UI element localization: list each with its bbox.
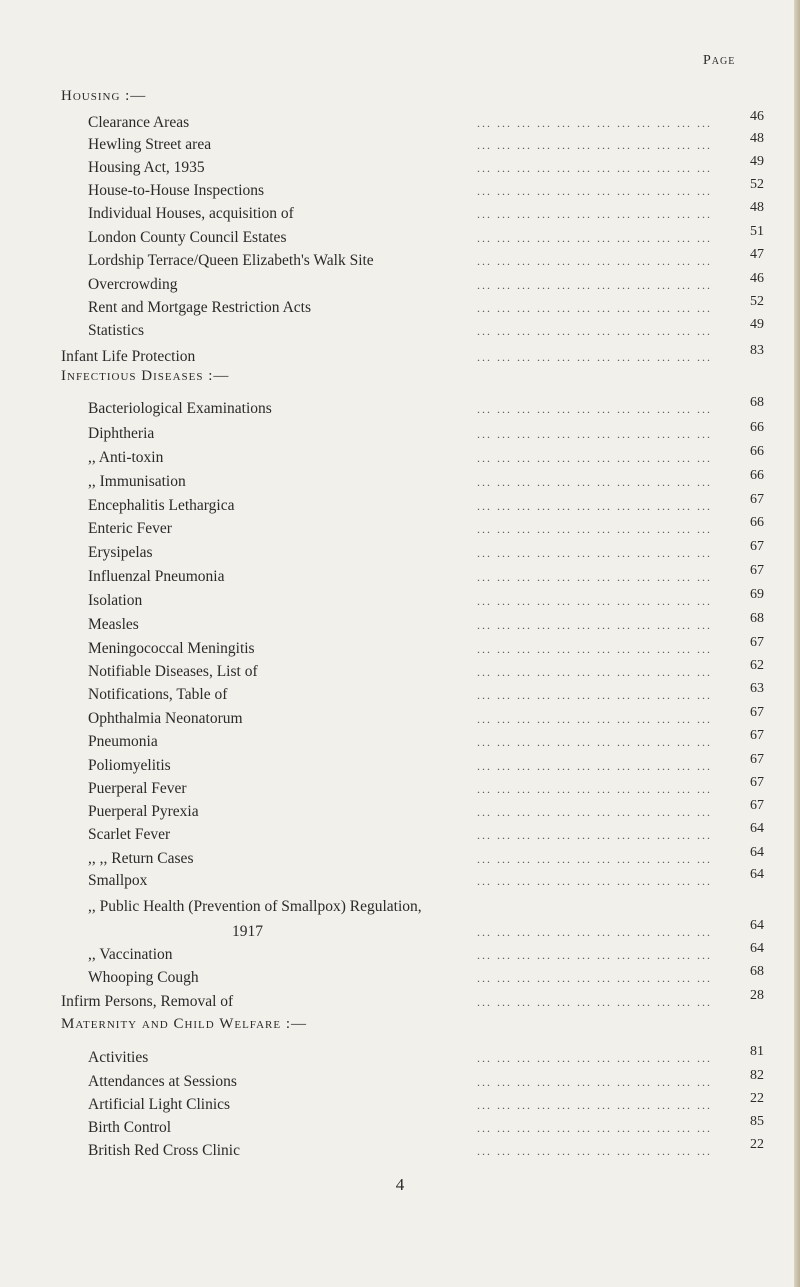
entry-page-number: 52 [750, 177, 764, 192]
page-edge [794, 0, 800, 1287]
entry-label: Puerperal Fever [88, 780, 187, 797]
index-entry [0, 941, 800, 966]
entry-label: Activities [88, 1049, 149, 1066]
leader-dots: ... ... ... ... ... ... ... ... ... ... ... ... [477, 138, 712, 152]
leader-dots: ... ... ... ... ... ... ... ... ... ... ... ... [477, 451, 712, 465]
leader-dots: ... ... ... ... ... ... ... ... ... ... ... ... [477, 546, 712, 560]
index-entry [0, 247, 800, 272]
index-entry [0, 109, 800, 134]
leader-dots: ... ... ... ... ... ... ... ... ... ... ... ... [477, 1075, 712, 1089]
leader-dots: ... ... ... ... ... ... ... ... ... ... ... ... [477, 594, 712, 608]
entry-label: Measles [88, 616, 139, 633]
entry-page-number: 67 [750, 705, 764, 720]
index-entry [0, 515, 800, 540]
leader-dots: ... ... ... ... ... ... ... ... ... ... ... ... [477, 618, 712, 632]
leader-dots: ... ... ... ... ... ... ... ... ... ... ... ... [477, 402, 712, 416]
entry-label: Encephalitis Lethargica [88, 497, 235, 514]
entry-label: ,, Public Health (Prevention of Smallpox) Regulation, [88, 898, 422, 915]
leader-dots: ... ... ... ... ... ... ... ... ... ... ... ... [477, 184, 712, 198]
index-entry [0, 1137, 800, 1162]
index-entry [0, 1044, 800, 1069]
leader-dots: ... ... ... ... ... ... ... ... ... ... ... ... [477, 350, 712, 364]
section-heading: Housing :— [61, 88, 147, 104]
entry-page-number: 64 [750, 918, 764, 933]
section-heading: Maternity and Child Welfare :— [61, 1016, 308, 1032]
leader-dots: ... ... ... ... ... ... ... ... ... ... ... ... [477, 805, 712, 819]
entry-label: Housing Act, 1935 [88, 159, 205, 176]
leader-dots: ... ... ... ... ... ... ... ... ... ... ... ... [477, 570, 712, 584]
entry-page-number: 85 [750, 1114, 764, 1129]
section-heading: Infectious Diseases :— [61, 368, 230, 384]
entry-page-number: 63 [750, 681, 764, 696]
index-entry [0, 728, 800, 753]
entry-page-number: 66 [750, 444, 764, 459]
entry-label: ,, Anti-toxin [88, 449, 164, 466]
index-entry [0, 775, 800, 800]
leader-dots: ... ... ... ... ... ... ... ... ... ... ... ... [477, 874, 712, 888]
entry-page-number: 48 [750, 200, 764, 215]
entry-label: ,, Immunisation [88, 473, 186, 490]
page-column-header: Page [703, 53, 736, 68]
entry-label: 1917 [232, 923, 263, 940]
entry-label: Whooping Cough [88, 969, 199, 986]
entry-page-number: 28 [750, 988, 764, 1003]
index-entry [0, 896, 800, 918]
entry-page-number: 51 [750, 224, 764, 239]
entry-label: Hewling Street area [88, 136, 212, 153]
entry-label: Clearance Areas [88, 114, 190, 131]
entry-label: Individual Houses, acquisition of [88, 205, 294, 222]
leader-dots: ... ... ... ... ... ... ... ... ... ... ... ... [477, 207, 712, 221]
index-entry [0, 964, 800, 989]
entry-page-number: 46 [750, 109, 764, 124]
leader-dots: ... ... ... ... ... ... ... ... ... ... ... ... [477, 161, 712, 175]
index-entry [0, 681, 800, 706]
entry-label: London County Council Estates [88, 229, 287, 246]
entry-label: Statistics [88, 322, 144, 339]
leader-dots: ... ... ... ... ... ... ... ... ... ... ... ... [477, 116, 712, 130]
leader-dots: ... ... ... ... ... ... ... ... ... ... ... ... [477, 948, 712, 962]
index-entry [0, 611, 800, 636]
entry-page-number: 82 [750, 1068, 764, 1083]
entry-label: Infant Life Protection [61, 348, 196, 365]
index-entry [0, 492, 800, 517]
entry-page-number: 68 [750, 964, 764, 979]
entry-label: Bacteriological Examinations [88, 400, 272, 417]
index-entry [0, 752, 800, 777]
leader-dots: ... ... ... ... ... ... ... ... ... ... ... ... [477, 665, 712, 679]
leader-dots: ... ... ... ... ... ... ... ... ... ... ... ... [477, 852, 712, 866]
index-entry [0, 224, 800, 249]
index-entry [0, 131, 800, 156]
entry-label: Smallpox [88, 872, 148, 889]
leader-dots: ... ... ... ... ... ... ... ... ... ... ... ... [477, 499, 712, 513]
leader-dots: ... ... ... ... ... ... ... ... ... ... ... ... [477, 759, 712, 773]
entry-label: Notifiable Diseases, List of [88, 663, 258, 680]
entry-page-number: 64 [750, 941, 764, 956]
entry-page-number: 69 [750, 587, 764, 602]
leader-dots: ... ... ... ... ... ... ... ... ... ... ... ... [477, 522, 712, 536]
entry-page-number: 22 [750, 1137, 764, 1152]
entry-label: Birth Control [88, 1119, 172, 1136]
entry-page-number: 62 [750, 658, 764, 673]
index-entry [0, 539, 800, 564]
entry-label: ,, ,, Return Cases [88, 850, 194, 867]
entry-page-number: 66 [750, 468, 764, 483]
leader-dots: ... ... ... ... ... ... ... ... ... ... ... ... [477, 782, 712, 796]
index-entry [0, 177, 800, 202]
leader-dots: ... ... ... ... ... ... ... ... ... ... ... ... [477, 642, 712, 656]
entry-label: House-to-House Inspections [88, 182, 265, 199]
leader-dots: ... ... ... ... ... ... ... ... ... ... ... ... [477, 712, 712, 726]
entry-page-number: 67 [750, 728, 764, 743]
leader-dots: ... ... ... ... ... ... ... ... ... ... ... ... [477, 427, 712, 441]
entry-page-number: 67 [750, 635, 764, 650]
index-entry [0, 563, 800, 588]
index-entry [0, 1068, 800, 1093]
entry-page-number: 81 [750, 1044, 764, 1059]
entry-page-number: 67 [750, 539, 764, 554]
entry-page-number: 68 [750, 395, 764, 410]
index-entry [0, 988, 800, 1013]
index-entry [0, 845, 800, 870]
leader-dots: ... ... ... ... ... ... ... ... ... ... ... ... [477, 971, 712, 985]
entry-page-number: 83 [750, 343, 764, 358]
entry-label: Lordship Terrace/Queen Elizabeth's Walk Site [88, 252, 374, 269]
entry-page-number: 67 [750, 775, 764, 790]
entry-page-number: 49 [750, 154, 764, 169]
entry-label: British Red Cross Clinic [88, 1142, 240, 1159]
entry-label: Erysipelas [88, 544, 153, 561]
leader-dots: ... ... ... ... ... ... ... ... ... ... ... ... [477, 254, 712, 268]
index-entry [0, 587, 800, 612]
entry-label: Notifications, Table of [88, 686, 228, 703]
index-entry [0, 1114, 800, 1139]
index-entry [0, 821, 800, 846]
entry-page-number: 64 [750, 821, 764, 836]
entry-label: ,, Vaccination [88, 946, 173, 963]
leader-dots: ... ... ... ... ... ... ... ... ... ... ... ... [477, 925, 712, 939]
index-entry [0, 658, 800, 683]
entry-page-number: 67 [750, 798, 764, 813]
entry-page-number: 64 [750, 867, 764, 882]
entry-label: Isolation [88, 592, 143, 609]
entry-page-number: 66 [750, 515, 764, 530]
leader-dots: ... ... ... ... ... ... ... ... ... ... ... ... [477, 1144, 712, 1158]
leader-dots: ... ... ... ... ... ... ... ... ... ... ... ... [477, 1051, 712, 1065]
index-entry [0, 271, 800, 296]
leader-dots: ... ... ... ... ... ... ... ... ... ... ... ... [477, 1098, 712, 1112]
index-entry [0, 918, 800, 943]
entry-label: Ophthalmia Neonatorum [88, 710, 243, 727]
leader-dots: ... ... ... ... ... ... ... ... ... ... ... ... [477, 735, 712, 749]
entry-page-number: 64 [750, 845, 764, 860]
entry-label: Overcrowding [88, 276, 178, 293]
entry-label: Infirm Persons, Removal of [61, 993, 234, 1010]
leader-dots: ... ... ... ... ... ... ... ... ... ... ... ... [477, 828, 712, 842]
index-entry [0, 444, 800, 469]
index-entry [0, 468, 800, 493]
index-entry [0, 635, 800, 660]
index-entry [0, 294, 800, 319]
index-entry [0, 705, 800, 730]
entry-label: Puerperal Pyrexia [88, 803, 199, 820]
leader-dots: ... ... ... ... ... ... ... ... ... ... ... ... [477, 995, 712, 1009]
leader-dots: ... ... ... ... ... ... ... ... ... ... ... ... [477, 324, 712, 338]
entry-label: Diphtheria [88, 425, 155, 442]
entry-label: Enteric Fever [88, 520, 172, 537]
entry-label: Pneumonia [88, 733, 158, 750]
leader-dots: ... ... ... ... ... ... ... ... ... ... ... ... [477, 278, 712, 292]
index-entry [0, 317, 800, 342]
index-entry [0, 154, 800, 179]
entry-label: Influenzal Pneumonia [88, 568, 225, 585]
index-entry [0, 343, 800, 368]
entry-page-number: 67 [750, 752, 764, 767]
entry-page-number: 46 [750, 271, 764, 286]
entry-page-number: 67 [750, 563, 764, 578]
entry-page-number: 49 [750, 317, 764, 332]
leader-dots: ... ... ... ... ... ... ... ... ... ... ... ... [477, 301, 712, 315]
index-entry [0, 867, 800, 892]
entry-label: Artificial Light Clinics [88, 1096, 231, 1113]
entry-page-number: 68 [750, 611, 764, 626]
leader-dots: ... ... ... ... ... ... ... ... ... ... ... ... [477, 688, 712, 702]
entry-page-number: 52 [750, 294, 764, 309]
entry-page-number: 47 [750, 247, 764, 262]
entry-label: Attendances at Sessions [88, 1073, 237, 1090]
entry-label: Poliomyelitis [88, 757, 171, 774]
leader-dots: ... ... ... ... ... ... ... ... ... ... ... ... [477, 475, 712, 489]
entry-page-number: 22 [750, 1091, 764, 1106]
page-number: 4 [395, 1175, 405, 1194]
entry-page-number: 67 [750, 492, 764, 507]
index-entry [0, 395, 800, 420]
entry-label: Rent and Mortgage Restriction Acts [88, 299, 311, 316]
leader-dots: ... ... ... ... ... ... ... ... ... ... ... ... [477, 231, 712, 245]
index-entry [0, 798, 800, 823]
entry-page-number: 66 [750, 420, 764, 435]
index-entry [0, 1091, 800, 1116]
index-entry [0, 420, 800, 445]
entry-label: Meningococcal Meningitis [88, 640, 255, 657]
entry-page-number: 48 [750, 131, 764, 146]
index-entry [0, 200, 800, 225]
entry-label: Scarlet Fever [88, 826, 171, 843]
leader-dots: ... ... ... ... ... ... ... ... ... ... ... ... [477, 1121, 712, 1135]
